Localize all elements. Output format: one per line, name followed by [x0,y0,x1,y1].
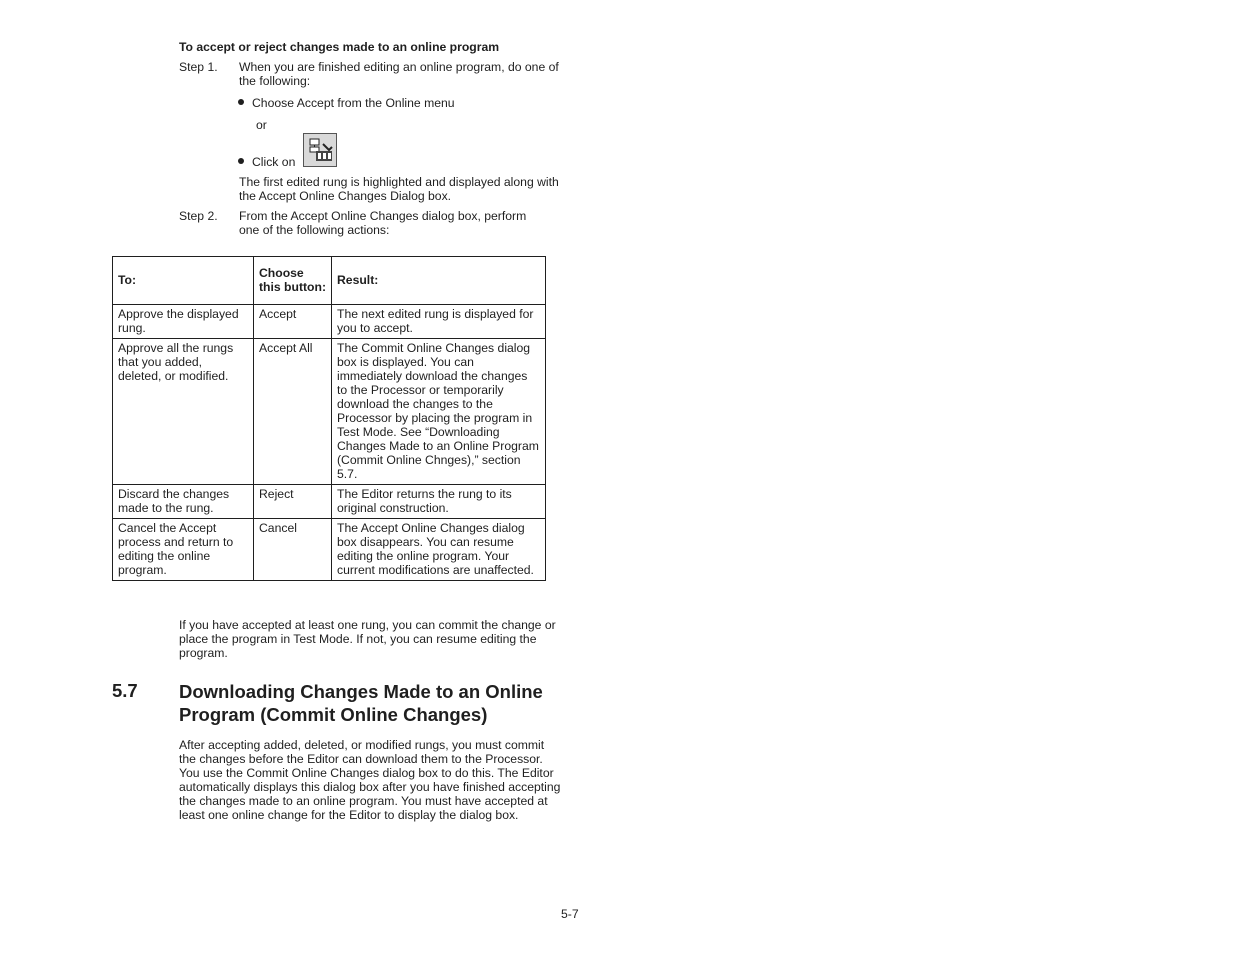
cell-button: Cancel [254,519,332,581]
cell-button: Accept [254,305,332,339]
section-title: Downloading Changes Made to an Online Program (Commit Online Changes) [179,681,543,725]
after-table-paragraph: If you have accepted at least one rung, you can commit the change or place the program in Test Mode. If not, you can resume editing the program. [179,618,556,660]
table-row [113,305,546,339]
cell-button: Reject [254,485,332,519]
table-row [113,519,546,581]
table-row [113,485,546,519]
step-2-label: Step 2. [179,209,218,223]
cell-to: Cancel the Accept process and return to editing the online program. [113,519,254,581]
table-row [113,339,546,485]
page-number: 5-7 [561,907,579,921]
cell-result: The Accept Online Changes dialog box disappears. You can resume editing the online program. Your current modifications are unaffected. [332,519,546,581]
accept-online-changes-icon-graphic [304,134,336,166]
cell-to: Approve the displayed rung. [113,305,254,339]
cell-button: Accept All [254,339,332,485]
step-2-text: From the Accept Online Changes dialog box, perform one of the following actions: [239,209,527,237]
step-1-result: The first edited rung is highlighted and displayed along with the Accept Online Changes Dialog box. [239,175,559,203]
header-result: Result: [332,257,546,305]
or-text: or [256,118,267,132]
step-1-text: When you are finished editing an online program, do one of the following: [239,60,559,88]
cell-result: The next edited rung is displayed for you to accept. [332,305,546,339]
bullet-click-on [238,155,295,169]
bullet-dot [238,158,244,164]
bullet-choose-accept [238,96,455,110]
procedure-title: To accept or reject changes made to an online program [179,40,500,54]
bullet-dot [238,99,244,105]
cell-result: The Commit Online Changes dialog box is displayed. You can immediately download the changes to the Processor or temporarily download the changes to the Processor by placing the program in Test Mode. See “Downloading Changes Made to an Online Program (Commit Online Chnges),” section 5.7. [332,339,546,485]
section-number: 5.7 [112,680,138,701]
step-1-label: Step 1. [179,60,218,74]
header-button: Choose this button: [254,257,332,305]
accept-online-changes-icon[interactable] [303,133,337,167]
cell-result: The Editor returns the rung to its original construction. [332,485,546,519]
bullet-click-on-text: Click on [252,155,296,169]
table-header-row [113,257,546,305]
actions-table [112,256,546,581]
section-body: After accepting added, deleted, or modified rungs, you must commit the changes before the Editor can download them to the Processor. You use the Commit Online Changes dialog box to do this. The Editor automatically displays this dialog box after you have finished accepting the changes made to an online program. You must have accepted at least one online change for the Editor to display the dialog box. [179,738,561,822]
bullet-choose-accept-text: Choose Accept from the Online menu [252,96,455,110]
header-to: To: [113,257,254,305]
cell-to: Approve all the rungs that you added, deleted, or modified. [113,339,254,485]
cell-to: Discard the changes made to the rung. [113,485,254,519]
